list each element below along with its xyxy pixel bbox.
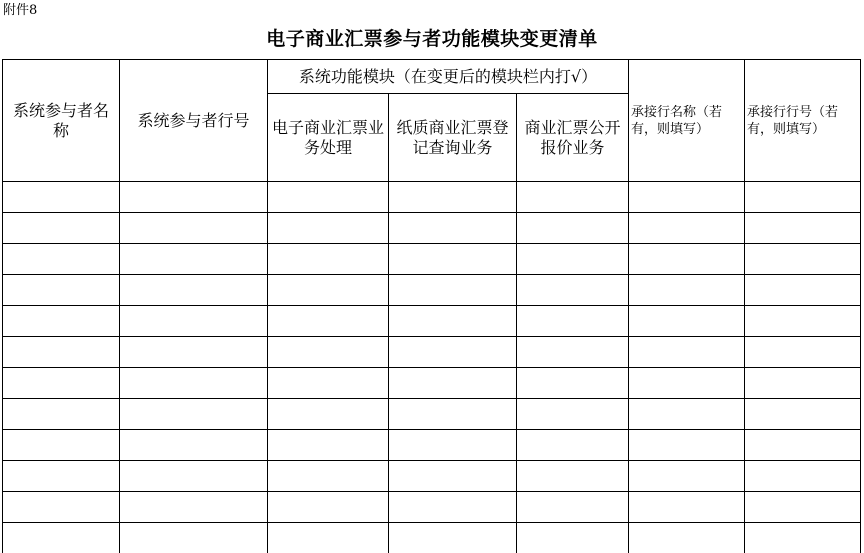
header-participant-bank-no: 系统参与者行号 bbox=[120, 60, 268, 182]
table-cell[interactable] bbox=[389, 461, 517, 492]
table-cell[interactable] bbox=[3, 461, 120, 492]
table-cell[interactable] bbox=[517, 337, 629, 368]
table-row bbox=[3, 337, 861, 368]
table-cell[interactable] bbox=[120, 399, 268, 430]
table-cell[interactable] bbox=[745, 182, 861, 213]
table-cell[interactable] bbox=[120, 244, 268, 275]
table-cell[interactable] bbox=[268, 337, 389, 368]
table-cell[interactable] bbox=[629, 244, 745, 275]
table-cell[interactable] bbox=[268, 213, 389, 244]
table-cell[interactable] bbox=[268, 523, 389, 553]
header-undertaking-bank-no: 承接行行号（若有，则填写） bbox=[745, 60, 861, 182]
table-cell[interactable] bbox=[517, 430, 629, 461]
table-row bbox=[3, 213, 861, 244]
table-cell[interactable] bbox=[3, 337, 120, 368]
table-cell[interactable] bbox=[517, 523, 629, 553]
table-cell[interactable] bbox=[629, 368, 745, 399]
table-cell[interactable] bbox=[3, 182, 120, 213]
table-cell[interactable] bbox=[3, 523, 120, 553]
table-cell[interactable] bbox=[745, 399, 861, 430]
table-row bbox=[3, 430, 861, 461]
table-cell[interactable] bbox=[120, 213, 268, 244]
table-row bbox=[3, 368, 861, 399]
table-cell[interactable] bbox=[120, 461, 268, 492]
table-cell[interactable] bbox=[745, 275, 861, 306]
table-cell[interactable] bbox=[745, 461, 861, 492]
table-cell[interactable] bbox=[389, 306, 517, 337]
table-cell[interactable] bbox=[120, 306, 268, 337]
attachment-label: 附件8 bbox=[3, 3, 38, 18]
table-cell[interactable] bbox=[629, 430, 745, 461]
table-cell[interactable] bbox=[629, 337, 745, 368]
table-cell[interactable] bbox=[517, 368, 629, 399]
table-row bbox=[3, 244, 861, 275]
table-cell[interactable] bbox=[517, 399, 629, 430]
table-cell[interactable] bbox=[389, 523, 517, 553]
table-cell[interactable] bbox=[389, 492, 517, 523]
table-cell[interactable] bbox=[389, 430, 517, 461]
table-cell[interactable] bbox=[745, 523, 861, 553]
table-cell[interactable] bbox=[745, 306, 861, 337]
table-cell[interactable] bbox=[629, 492, 745, 523]
table-cell[interactable] bbox=[389, 399, 517, 430]
table-row bbox=[3, 461, 861, 492]
table-cell[interactable] bbox=[629, 461, 745, 492]
table-cell[interactable] bbox=[629, 306, 745, 337]
table-cell[interactable] bbox=[517, 182, 629, 213]
table-cell[interactable] bbox=[268, 182, 389, 213]
table-cell[interactable] bbox=[745, 244, 861, 275]
table-cell[interactable] bbox=[120, 368, 268, 399]
table-cell[interactable] bbox=[3, 244, 120, 275]
table-cell[interactable] bbox=[389, 368, 517, 399]
table-cell[interactable] bbox=[268, 368, 389, 399]
table-cell[interactable] bbox=[745, 430, 861, 461]
table-cell[interactable] bbox=[120, 182, 268, 213]
page-title: 电子商业汇票参与者功能模块变更清单 bbox=[266, 28, 598, 50]
table-row bbox=[3, 523, 861, 553]
table-cell[interactable] bbox=[120, 430, 268, 461]
table-cell[interactable] bbox=[268, 399, 389, 430]
header-paper-registration: 纸质商业汇票登记查询业务 bbox=[389, 94, 517, 182]
table-cell[interactable] bbox=[629, 523, 745, 553]
table-cell[interactable] bbox=[389, 275, 517, 306]
table-cell[interactable] bbox=[3, 492, 120, 523]
header-function-modules: 系统功能模块（在变更后的模块栏内打√） bbox=[268, 60, 629, 94]
table-cell[interactable] bbox=[3, 368, 120, 399]
table-cell[interactable] bbox=[517, 461, 629, 492]
table-cell[interactable] bbox=[268, 244, 389, 275]
table-cell[interactable] bbox=[3, 430, 120, 461]
table-cell[interactable] bbox=[629, 213, 745, 244]
table-cell[interactable] bbox=[517, 275, 629, 306]
table-cell[interactable] bbox=[120, 492, 268, 523]
table-cell[interactable] bbox=[389, 213, 517, 244]
table-cell[interactable] bbox=[745, 337, 861, 368]
table-cell[interactable] bbox=[268, 461, 389, 492]
table-cell[interactable] bbox=[517, 306, 629, 337]
table-cell[interactable] bbox=[120, 275, 268, 306]
header-quote-business: 商业汇票公开报价业务 bbox=[517, 94, 629, 182]
table-cell[interactable] bbox=[389, 182, 517, 213]
table-cell[interactable] bbox=[120, 523, 268, 553]
table-row bbox=[3, 306, 861, 337]
table-cell[interactable] bbox=[389, 244, 517, 275]
table-cell[interactable] bbox=[517, 213, 629, 244]
table-cell[interactable] bbox=[745, 368, 861, 399]
table-row bbox=[3, 492, 861, 523]
table-cell[interactable] bbox=[629, 399, 745, 430]
table-cell[interactable] bbox=[268, 306, 389, 337]
table-cell[interactable] bbox=[629, 182, 745, 213]
table-cell[interactable] bbox=[268, 430, 389, 461]
table-cell[interactable] bbox=[745, 213, 861, 244]
header-ecd-business: 电子商业汇票业务处理 bbox=[268, 94, 389, 182]
table-cell[interactable] bbox=[3, 275, 120, 306]
table-row bbox=[3, 275, 861, 306]
table-cell[interactable] bbox=[268, 275, 389, 306]
table-cell[interactable] bbox=[517, 244, 629, 275]
header-participant-name: 系统参与者名称 bbox=[3, 60, 120, 182]
table-row bbox=[3, 399, 861, 430]
table-cell[interactable] bbox=[3, 213, 120, 244]
table-cell[interactable] bbox=[3, 399, 120, 430]
table-cell[interactable] bbox=[120, 337, 268, 368]
table-row bbox=[3, 182, 861, 213]
change-list-table bbox=[2, 59, 861, 553]
table-cell[interactable] bbox=[629, 275, 745, 306]
header-undertaking-bank-name: 承接行名称（若有，则填写） bbox=[629, 60, 745, 182]
table-cell[interactable] bbox=[517, 492, 629, 523]
table-cell[interactable] bbox=[745, 492, 861, 523]
table-cell[interactable] bbox=[3, 306, 120, 337]
table-cell[interactable] bbox=[389, 337, 517, 368]
table-cell[interactable] bbox=[268, 492, 389, 523]
